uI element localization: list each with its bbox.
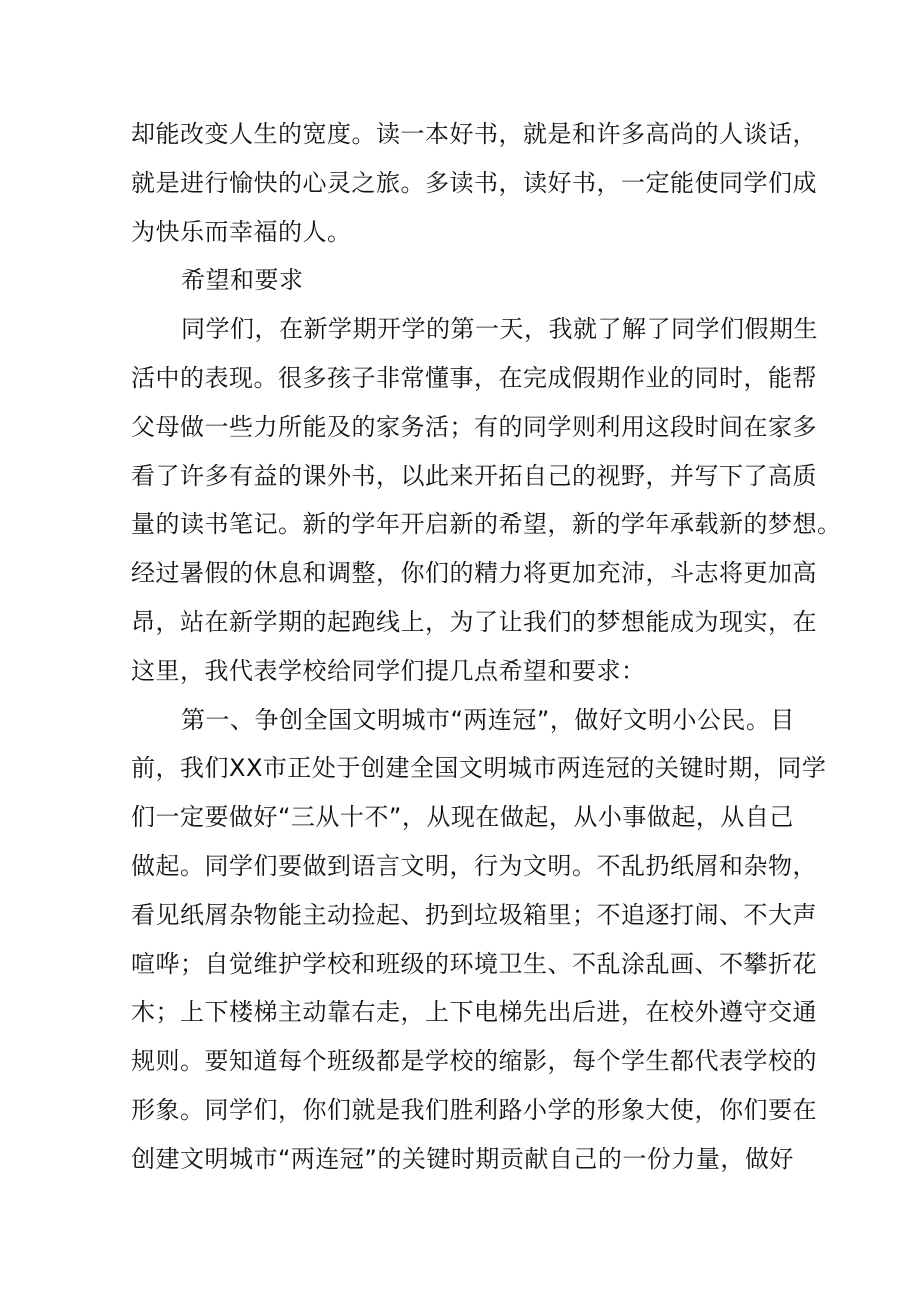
paragraph-line: 经过暑假的休息和调整，你们的精力将更加充沛，斗志将更加高 [131,559,817,588]
paragraph-line: 活中的表现。很多孩子非常懂事，在完成假期作业的同时，能帮 [131,363,817,392]
paragraph-line: 为快乐而幸福的人。 [131,217,352,246]
paragraph-line: 看了许多有益的课外书，以此来开拓自己的视野，并写下了高质 [131,461,817,490]
paragraph-line: 昂，站在新学期的起跑线上，为了让我们的梦想能成为现实，在 [131,607,817,636]
paragraph-line: 创建文明城市“两连冠”的关键时期贡献自己的一份力量，做好 [131,1144,794,1173]
paragraph-line: 前，我们XX市正处于创建全国文明城市两连冠的关键时期，同学 [131,754,827,783]
paragraph-line: 量的读书笔记。新的学年开启新的希望，新的学年承载新的梦想。 [131,510,842,539]
paragraph-line: 却能改变人生的宽度。读一本好书，就是和许多高尚的人谈话， [131,120,817,148]
paragraph-line: 喧哗；自觉维护学校和班级的环境卫生、不乱涂乱画、不攀折花 [131,949,817,978]
paragraph-line: 做起。同学们要做到语言文明，行为文明。不乱扔纸屑和杂物， [131,851,817,880]
paragraph-line: 父母做一些力所能及的家务活；有的同学则利用这段时间在家多 [131,412,817,441]
paragraph-line: 形象。同学们，你们就是我们胜利路小学的形象大使，你们要在 [131,1095,817,1124]
document-body [131,110,842,1184]
paragraph-line: 木；上下楼梯主动靠右走，上下电梯先出后进，在校外遵守交通 [131,998,817,1027]
section-heading: 希望和要求 [181,266,304,295]
paragraph-line: 规则。要知道每个班级都是学校的缩影，每个学生都代表学校的 [131,1047,817,1076]
paragraph-line: 这里，我代表学校给同学们提几点希望和要求： [131,656,646,685]
paragraph-line: 第一、争创全国文明城市“两连冠”，做好文明小公民。目 [181,705,795,734]
paragraph-line: 们一定要做好“三从十不”，从现在做起，从小事做起，从自己 [131,803,794,832]
paragraph-line: 看见纸屑杂物能主动捡起、扔到垃圾箱里；不追逐打闹、不大声 [131,900,817,929]
paragraph-line: 就是进行愉快的心灵之旅。多读书，读好书，一定能使同学们成 [131,168,817,197]
paragraph-line: 同学们，在新学期开学的第一天，我就了解了同学们假期生 [181,315,818,344]
